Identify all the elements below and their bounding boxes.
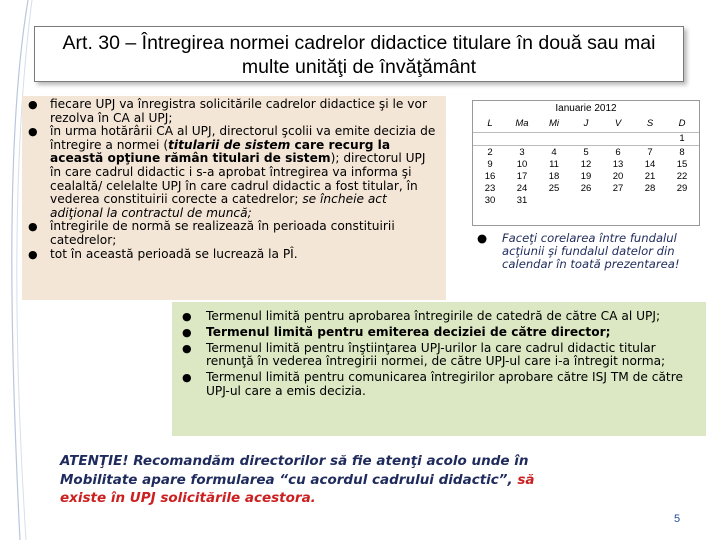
calendar-day: 4 <box>551 147 557 158</box>
calendar-day-header: S <box>646 118 654 129</box>
calendar-day: 12 <box>580 159 592 170</box>
calendar-day: 9 <box>487 159 493 170</box>
calendar-january-2012 <box>472 100 700 226</box>
calendar-day-header: D <box>678 118 686 129</box>
calendar-day: 18 <box>548 171 560 182</box>
calendar-day: 22 <box>676 171 688 182</box>
title-line-2: multe unităţi de învăţământ <box>241 56 477 78</box>
calendar-day: 5 <box>583 147 589 158</box>
bullet-icon: ● <box>477 231 488 245</box>
bullet-icon: ● <box>28 98 38 111</box>
deadline-item-3: Termenul limită pentru înştiinţarea UPJ-urilor la care cadrul didactic titular renunţă în vederea întregirii normei, de către UPJ-ul care i-a întregit norma; <box>206 340 666 369</box>
calendar-day: 6 <box>615 147 621 158</box>
calendar-day-header: L <box>487 118 493 129</box>
procedure-item-2-c: care recurg la această opţiune rămân titulari de sistem <box>50 137 391 166</box>
calendar-day: 8 <box>679 147 685 158</box>
list-item <box>22 220 440 247</box>
deadline-item-4: Termenul limită pentru comunicarea întregirilor aprobare către ISJ TM de către UPJ-ul care a emis decizia. <box>206 370 683 398</box>
calendar-day: 29 <box>676 183 688 194</box>
calendar-day: 11 <box>549 159 559 170</box>
list-item <box>172 326 698 340</box>
calendar-day-header: Mi <box>548 118 560 129</box>
bullet-icon: ● <box>182 371 192 385</box>
procedure-item-2-d: ); directorul UPJ în care cadrul didactic i s-a aprobat întregirea va informa şi cealaltă/ celelalte UPJ în care cadrul didactic a fost titular, în vederea constituirii corecte a catedrelor; <box>50 151 426 207</box>
calendar-day: 19 <box>580 171 592 182</box>
attention-note <box>60 452 540 508</box>
deadlines-list <box>172 310 698 399</box>
calendar-day: 31 <box>516 195 528 206</box>
calendar-day: 7 <box>647 147 653 158</box>
deadline-item-2: Termenul limită pentru emiterea deciziei de către director; <box>206 324 611 339</box>
procedure-list <box>22 98 440 261</box>
attention-text: ATENŢIE! Recomandăm directorilor să fie atenţi acolo unde în Mobilitate apare formularea “cu acordul cadrului didactic”, <box>60 453 529 488</box>
slide-title <box>34 26 684 82</box>
calendar-day: 30 <box>484 195 496 206</box>
list-item <box>172 371 698 399</box>
bullet-icon: ● <box>28 220 38 234</box>
bullet-icon: ● <box>182 325 192 339</box>
calendar-day: 21 <box>644 171 656 182</box>
bullet-icon: ● <box>182 341 192 355</box>
calendar-title: Ianuarie 2012 <box>555 103 617 114</box>
calendar-day: 2 <box>487 147 493 158</box>
calendar-day: 10 <box>516 159 528 170</box>
list-item <box>22 125 440 220</box>
calendar-day: 17 <box>516 171 528 182</box>
deadlines-box <box>172 302 706 436</box>
calendar-day-header: V <box>614 118 622 129</box>
calendar-day: 28 <box>644 183 656 194</box>
calendar-day: 24 <box>516 183 528 194</box>
calendar-note-text: Faceţi corelarea între fundalul acţiunii şi fundalul datelor din calendar în toată prezentarea! <box>502 231 680 271</box>
procedure-item-3: întregirile de normă se realizează în perioada constituirii catedrelor; <box>50 219 395 247</box>
bullet-icon: ● <box>182 310 192 323</box>
calendar-note <box>474 232 702 271</box>
procedure-item-2-e: se încheie act adiţional la contractul de muncă; <box>50 192 387 220</box>
procedure-item-2-b: titularii de sistem <box>168 137 291 152</box>
calendar-day: 27 <box>612 183 624 194</box>
bullet-icon: ● <box>28 247 38 261</box>
calendar-day-header: Ma <box>515 118 529 129</box>
procedure-item-2-a: în urma hotărârii CA al UPJ, directorul şcolii va emite decizia de întregire a normei ( <box>50 124 436 152</box>
list-item <box>172 342 698 370</box>
procedure-item-4: tot în această perioadă se lucrează la PÎ. <box>50 246 298 261</box>
calendar-day: 20 <box>612 171 624 182</box>
page-number: 5 <box>674 513 681 525</box>
calendar-day: 13 <box>612 159 624 170</box>
calendar-day: 23 <box>484 183 496 194</box>
attention-text-highlight: să existe în UPJ solicitările acestora. <box>60 471 535 506</box>
procedure-box <box>22 96 446 300</box>
calendar-day: 25 <box>548 183 560 194</box>
calendar-day: 16 <box>484 171 496 182</box>
bullet-icon: ● <box>28 125 38 139</box>
calendar-day: 26 <box>580 183 592 194</box>
deadline-item-1: Termenul limită pentru aprobarea întregirile de catedră de către CA al UPJ; <box>206 309 661 323</box>
calendar-day: 3 <box>519 147 525 158</box>
calendar-day: 1 <box>679 133 685 144</box>
calendar-divider <box>473 145 699 146</box>
list-item <box>22 98 440 125</box>
list-item <box>22 248 440 262</box>
calendar-day-header: J <box>583 118 589 129</box>
title-line-1: Art. 30 – Întregirea normei cadrelor didactice titulare în două sau mai <box>62 32 656 54</box>
calendar-day: 14 <box>644 159 656 170</box>
calendar-day: 15 <box>676 159 688 170</box>
procedure-item-1: fiecare UPJ va înregistra solicitările cadrelor didactice şi le vor rezolva în CA al UPJ; <box>50 97 427 125</box>
list-item <box>172 310 698 324</box>
